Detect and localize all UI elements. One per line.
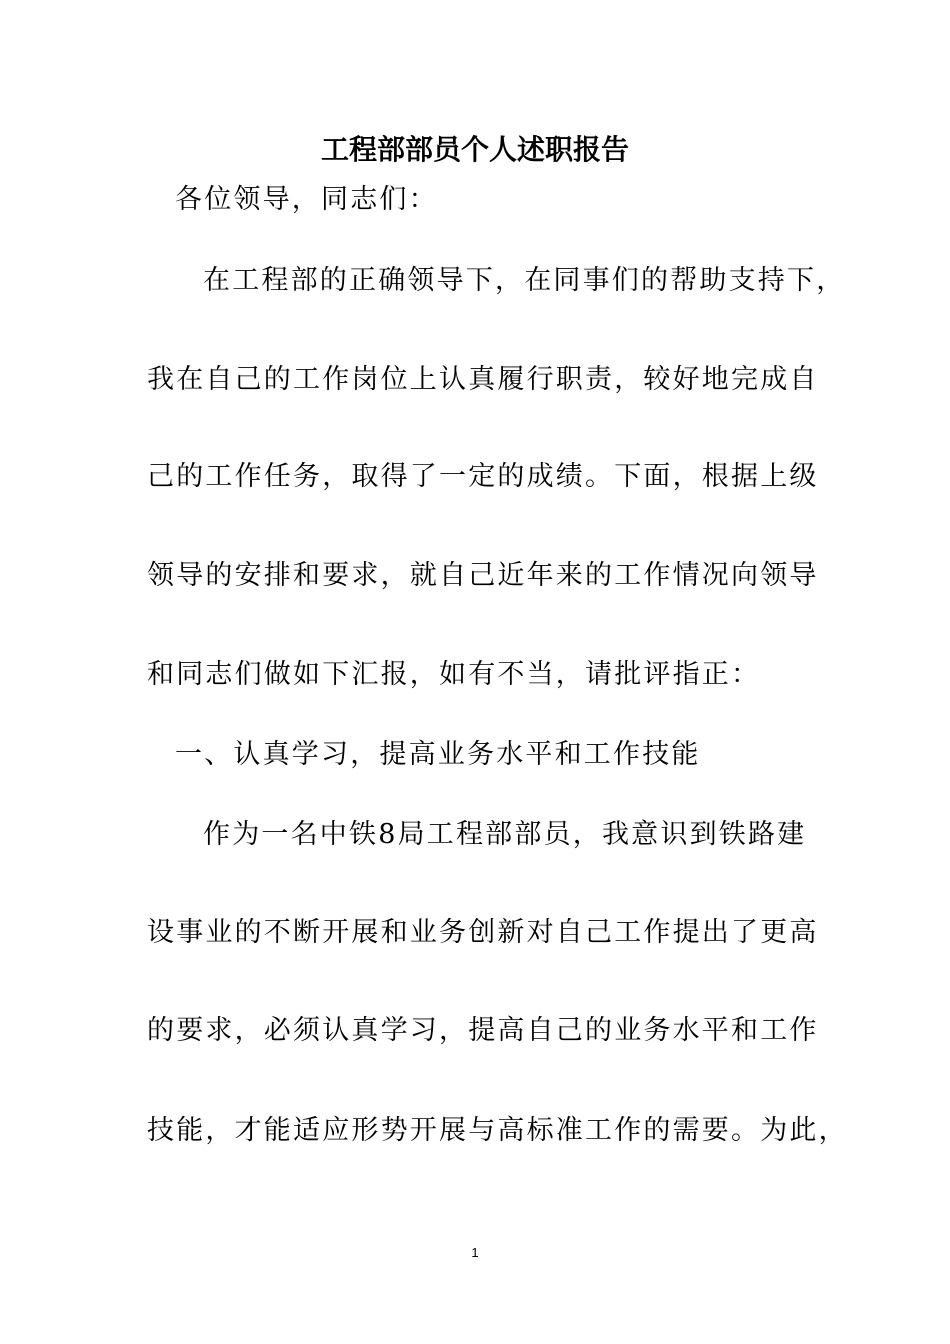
paragraph-line: 领导的安排和要求，就自己近年来的工作情况向领导 bbox=[147, 560, 819, 591]
salutation: 各位领导，同志们： bbox=[175, 184, 438, 215]
paragraph-line: 的要求，必须认真学习，提高自己的业务水平和工作 bbox=[147, 1015, 819, 1046]
section-heading: 一、认真学习，提高业务水平和工作技能 bbox=[175, 739, 701, 770]
page-number: 1 bbox=[471, 1245, 479, 1260]
paragraph-line: 设事业的不断开展和业务创新对自己工作提出了更高 bbox=[147, 917, 819, 948]
paragraph-line: 己的工作任务，取得了一定的成绩。下面，根据上级 bbox=[147, 461, 819, 492]
paragraph-line: 和同志们做如下汇报，如有不当，请批评指正： bbox=[147, 659, 761, 690]
paragraph-line: 在工程部的正确领导下，在同事们的帮助支持下， bbox=[203, 265, 846, 296]
paragraph-line: 作为一名中铁8局工程部部员，我意识到铁路建 bbox=[203, 819, 807, 850]
paragraph-line: 技能，才能适应形势开展与高标准工作的需要。为此， bbox=[147, 1115, 848, 1146]
document-title: 工程部部员个人述职报告 bbox=[320, 133, 629, 166]
paragraph-line: 我在自己的工作岗位上认真履行职责，较好地完成自 bbox=[147, 364, 819, 395]
